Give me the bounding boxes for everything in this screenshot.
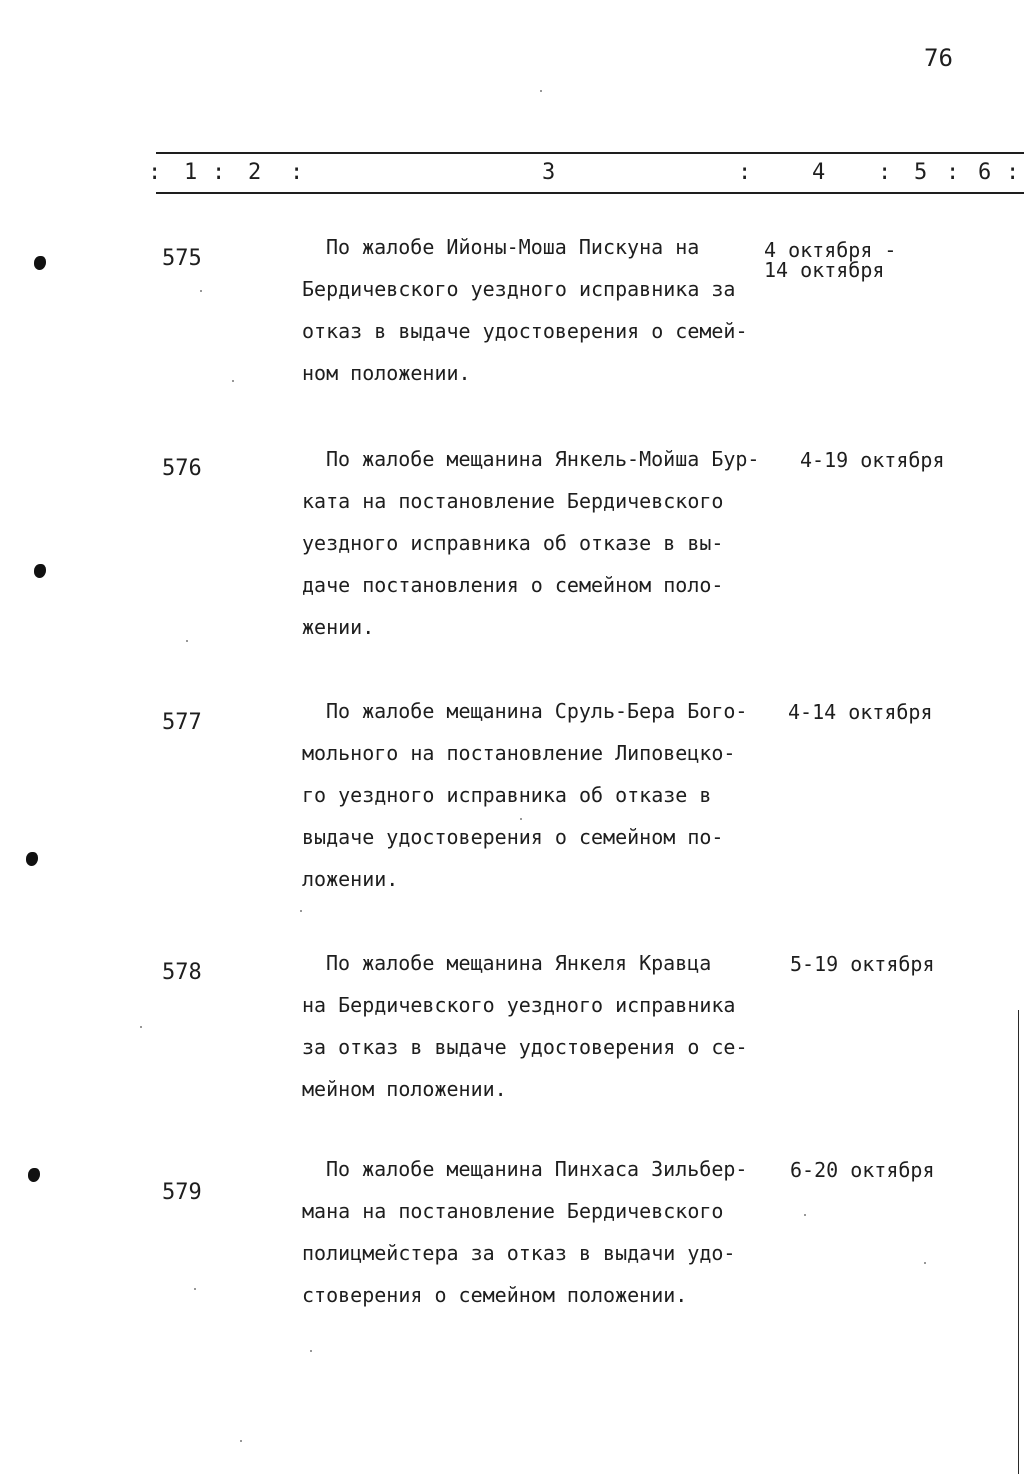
entry-date-line: 14 октября [764,258,885,282]
column-separator: : [290,160,304,185]
column-label-1: 1 [184,160,198,185]
punch-hole-mark [28,1168,40,1182]
scan-speck [240,1440,242,1442]
entry-text-line: По жалобе мещанина Янкеля Кравца [326,951,712,975]
entry-text-line: на Бердичевского уездного исправника [302,993,736,1017]
scan-speck [194,1288,196,1290]
column-separator: : [878,160,892,185]
entry-text-line: выдаче удостоверения о семейном по- [302,825,724,849]
column-label-3: 3 [542,160,556,185]
entry-text-line: жении. [302,615,375,639]
column-label-4: 4 [812,160,826,185]
table-header-top-rule [156,152,1024,154]
entry-dates [788,702,933,722]
entry-date-line: 4-14 октября [788,700,933,724]
column-label-6: 6 [978,160,992,185]
column-header-row [0,160,1024,188]
entry-description [302,226,792,394]
entry-text-line: даче постановления о семейном поло- [302,573,724,597]
entry-text-line: По жалобе мещанина Сруль-Бера Бого- [326,699,748,723]
entry-text-line: мольного на постановление Липовецко- [302,741,736,765]
entry-text-line: По жалобе мещанина Пинхаса Зильбер- [326,1157,748,1181]
entry-text-line: мейном положении. [302,1077,507,1101]
entry-number: 579 [162,1180,202,1205]
entry-text-line: полицмейстера за отказ в выдачи удо- [302,1241,736,1265]
column-separator: : [212,160,226,185]
scan-edge-line [1018,1010,1019,1474]
entry-dates [790,1160,935,1180]
scan-speck [804,1214,806,1216]
entry-text-line: ката на постановление Бердичевского [302,489,724,513]
scan-speck [200,290,202,292]
entry-text-line: мана на постановление Бердичевского [302,1199,724,1223]
entry-number: 576 [162,456,202,481]
page-number: 76 [924,44,953,72]
entry-text-line: отказ в выдаче удостоверения о семей- [302,319,748,343]
entry-text-line: По жалобе мещанина Янкель-Мойша Бур- [326,447,760,471]
punch-hole-mark [34,256,46,270]
scan-speck [232,380,234,382]
entry-text-line: уездного исправника об отказе в вы- [302,531,724,555]
entry-text-line: По жалобе Ийоны-Моша Пискуна на [326,235,700,259]
entry-text-line: ложении. [302,867,399,891]
scan-speck [140,1026,142,1028]
scan-speck [310,1350,312,1352]
column-separator: : [1006,160,1020,185]
punch-hole-mark [26,852,38,866]
entry-description [302,942,792,1110]
entry-date-line: 5-19 октября [790,952,935,976]
entry-date-line: 4-19 октября [800,448,945,472]
column-label-5: 5 [914,160,928,185]
entry-dates [790,954,935,974]
scan-speck [540,90,542,92]
entry-date-line: 4 октября - [764,238,897,262]
scan-speck [924,1262,926,1264]
entry-text-line: Бердичевского уездного исправника за [302,277,736,301]
column-separator: : [946,160,960,185]
entry-description [302,1148,792,1316]
entry-dates [764,240,896,280]
entry-text-line: го уездного исправника об отказе в [302,783,712,807]
entry-date-line: 6-20 октября [790,1158,935,1182]
entry-text-line: ном положении. [302,361,471,385]
table-header-bottom-rule [156,192,1024,194]
punch-hole-mark [34,564,46,578]
scan-speck [186,640,188,642]
entry-number: 578 [162,960,202,985]
scan-speck [520,818,522,820]
entry-dates [800,450,945,470]
scan-speck [300,910,302,912]
column-separator: : [148,160,162,185]
entry-number: 575 [162,246,202,271]
entry-description [302,690,792,900]
column-label-2: 2 [248,160,262,185]
entry-text-line: стоверения о семейном положении. [302,1283,688,1307]
entry-description [302,438,792,648]
entry-number: 577 [162,710,202,735]
entry-text-line: за отказ в выдаче удостоверения о се- [302,1035,748,1059]
column-separator: : [738,160,752,185]
